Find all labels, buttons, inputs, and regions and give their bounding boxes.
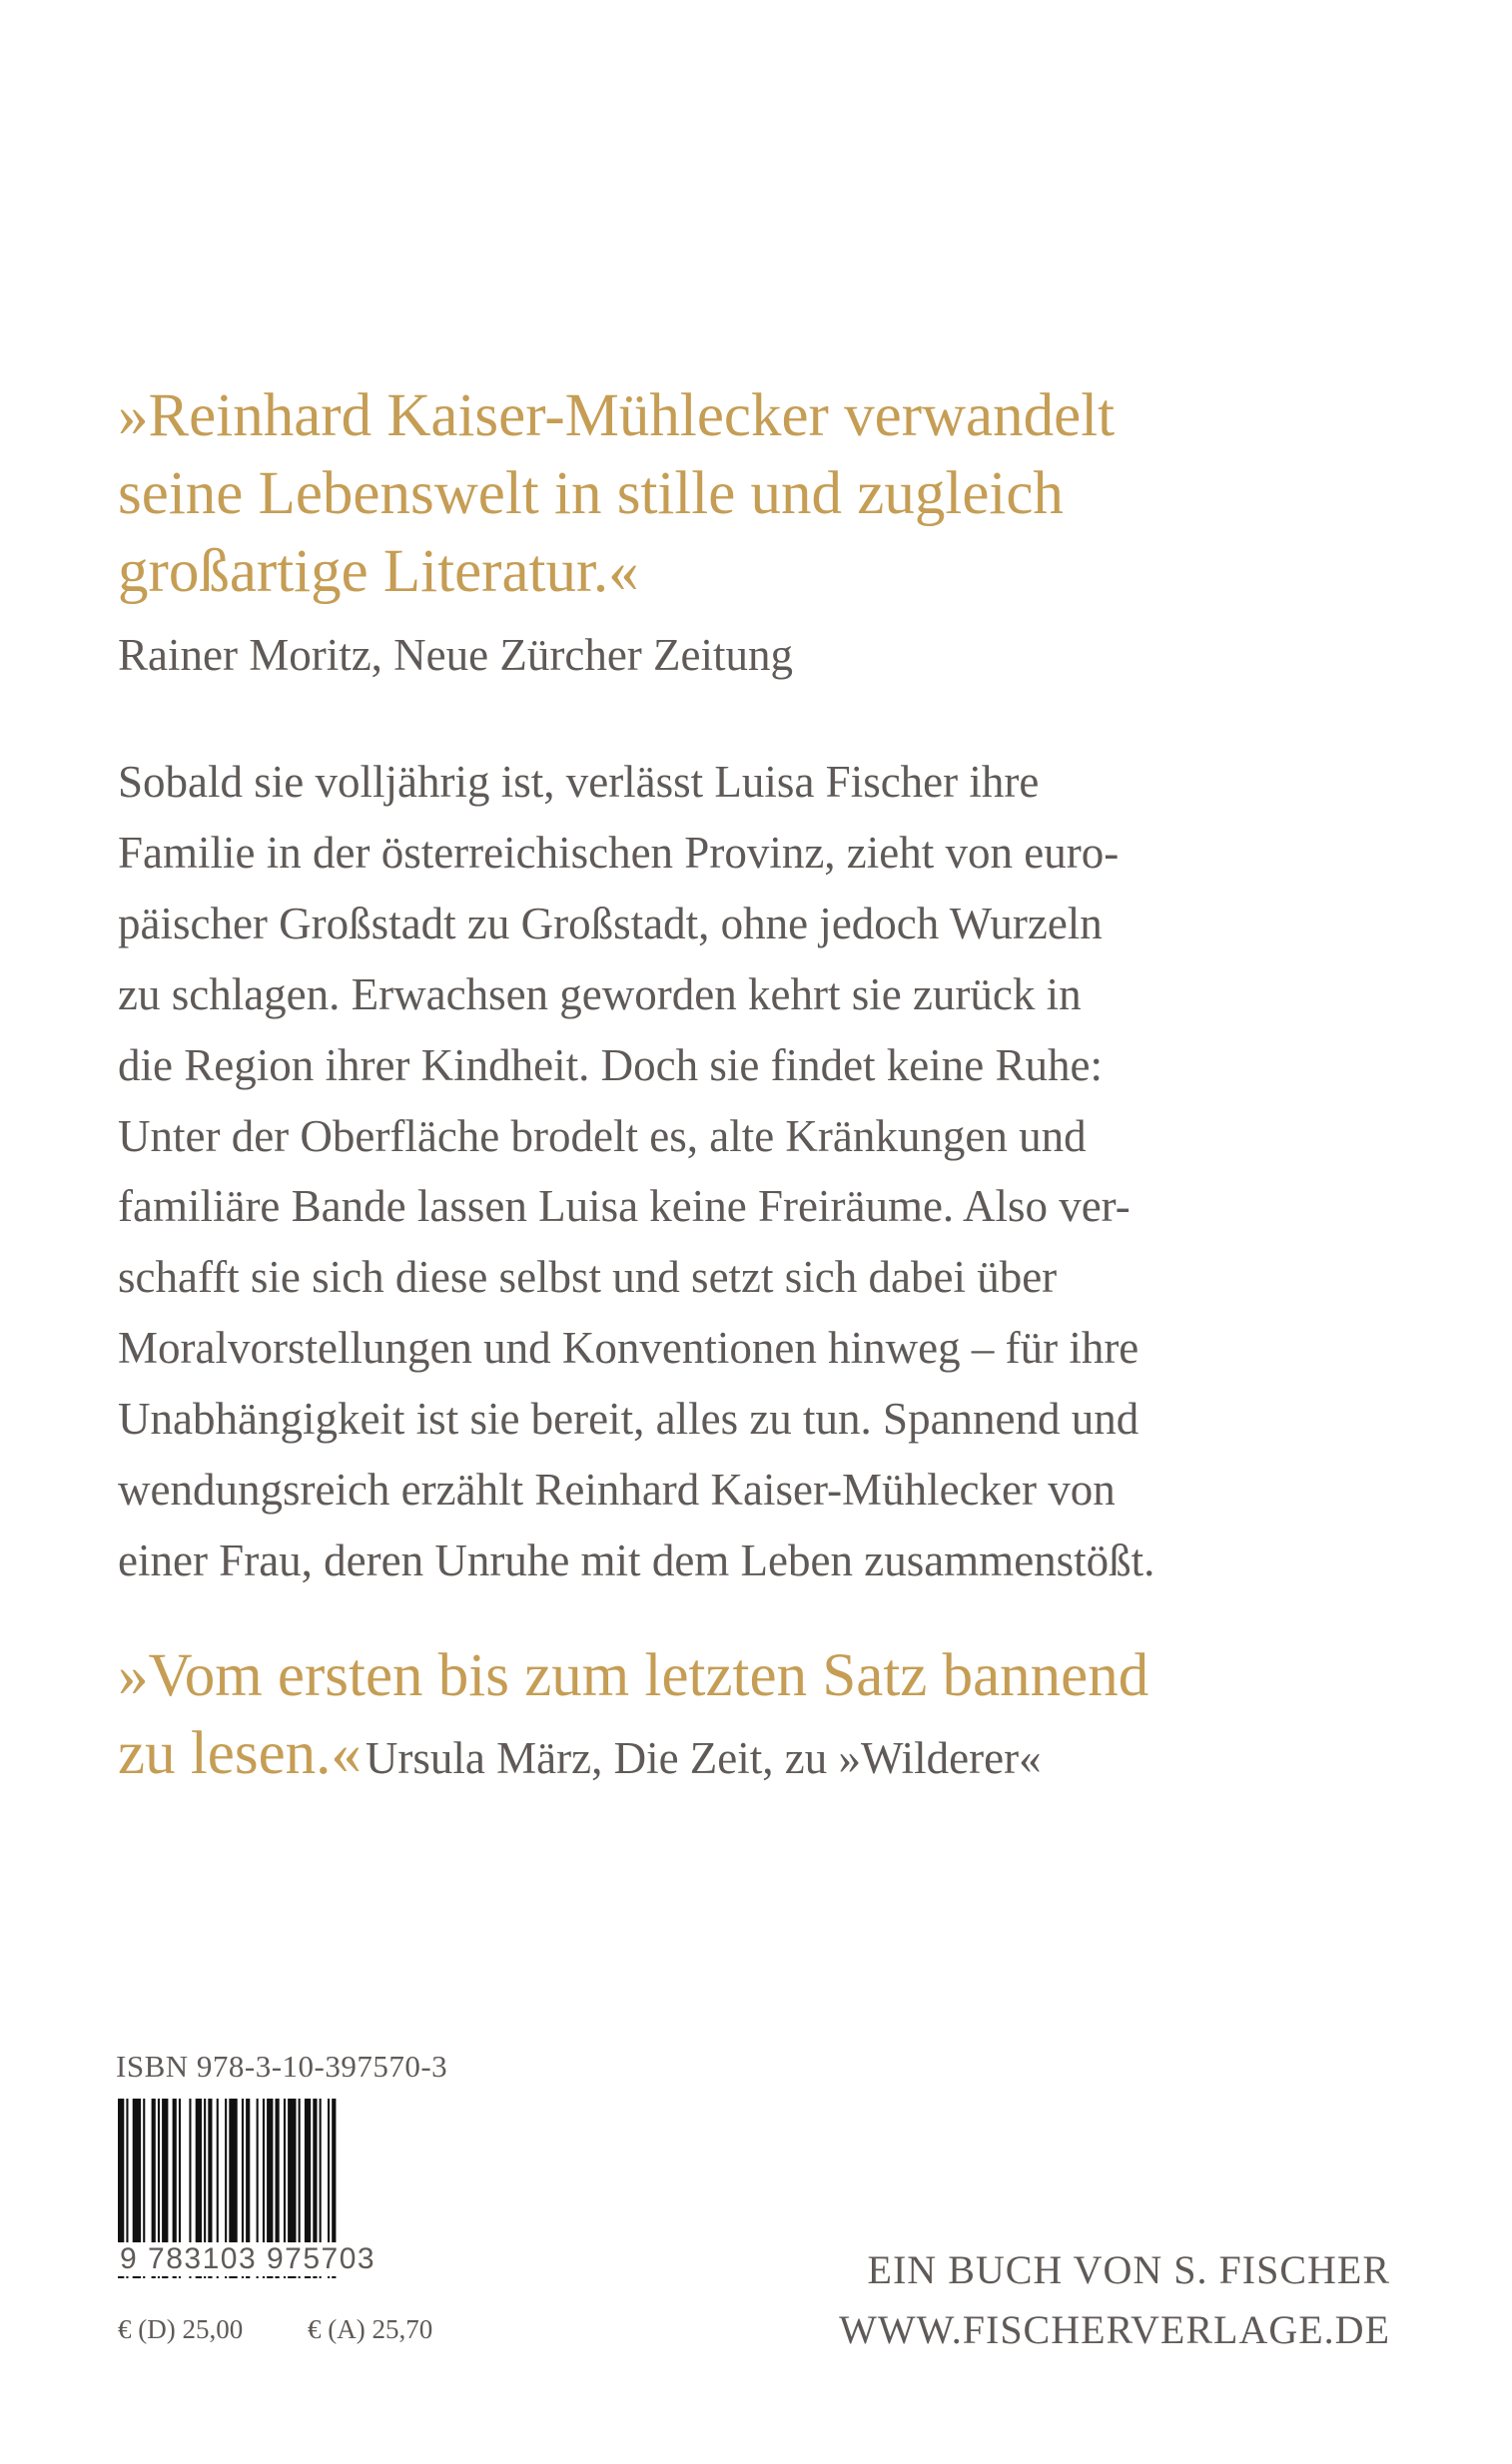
blurb-line: Unabhängigkeit ist sie bereit, alles zu tun. Spannend und <box>118 1394 1139 1445</box>
press-quote-second <box>118 1637 1416 1808</box>
blurb-line: wendungsreich erzählt Reinhard Kaiser-Mühlecker von <box>118 1465 1116 1516</box>
blurb-line: zu schlagen. Erwachsen geworden kehrt sie zurück in <box>118 968 1082 1019</box>
blurb-line: familiäre Bande lassen Luisa keine Freiräume. Also ver- <box>118 1181 1131 1232</box>
prices <box>118 2314 432 2345</box>
quote-line: großartige Literatur.« <box>118 538 639 605</box>
blurb-line: einer Frau, deren Unruhe mit dem Leben zusammenstößt. <box>118 1535 1155 1585</box>
press-quote-main <box>118 377 1416 611</box>
publisher-website: WWW.FISCHERVERLAGE.DE <box>839 2307 1390 2352</box>
blurb-line: Sobald sie volljährig ist, verlässt Luisa Fischer ihre <box>118 757 1040 807</box>
quote-attribution: Ursula März, Die Zeit, zu »Wilderer« <box>365 1733 1042 1783</box>
isbn-label: ISBN 978-3-10-397570-3 <box>116 2049 448 2084</box>
publisher-name: EIN BUCH VON S. FISCHER <box>867 2247 1390 2292</box>
publisher-info <box>839 2240 1390 2360</box>
price-austria: € (A) 25,70 <box>307 2314 433 2344</box>
blurb-text <box>118 747 1416 1596</box>
blurb-line: Moralvorstellungen und Konventionen hinweg – für ihre <box>118 1323 1139 1374</box>
blurb-line: Unter der Oberfläche brodelt es, alte Kränkungen und <box>118 1110 1087 1161</box>
quote-attribution: Rainer Moritz, Neue Zürcher Zeitung <box>118 630 793 680</box>
blurb-line: Familie in der österreichischen Provinz, zieht von euro- <box>118 827 1120 878</box>
price-germany: € (D) 25,00 <box>118 2314 244 2344</box>
blurb-line: schafft sie sich diese selbst und setzt sich dabei über <box>118 1252 1058 1303</box>
blurb-line: päischer Großstadt zu Großstadt, ohne jedoch Wurzeln <box>118 898 1103 948</box>
quote-line: zu lesen.« <box>118 1720 362 1787</box>
quote-line: »Vom ersten bis zum letzten Satz bannend <box>118 1642 1149 1709</box>
quote-line: seine Lebenswelt in stille und zugleich <box>118 460 1064 527</box>
blurb-line: die Region ihrer Kindheit. Doch sie findet keine Ruhe: <box>118 1039 1104 1090</box>
quote-line: »Reinhard Kaiser-Mühlecker verwandelt <box>118 382 1116 449</box>
barcode-digits: 9 783103 975703 <box>120 2242 377 2275</box>
